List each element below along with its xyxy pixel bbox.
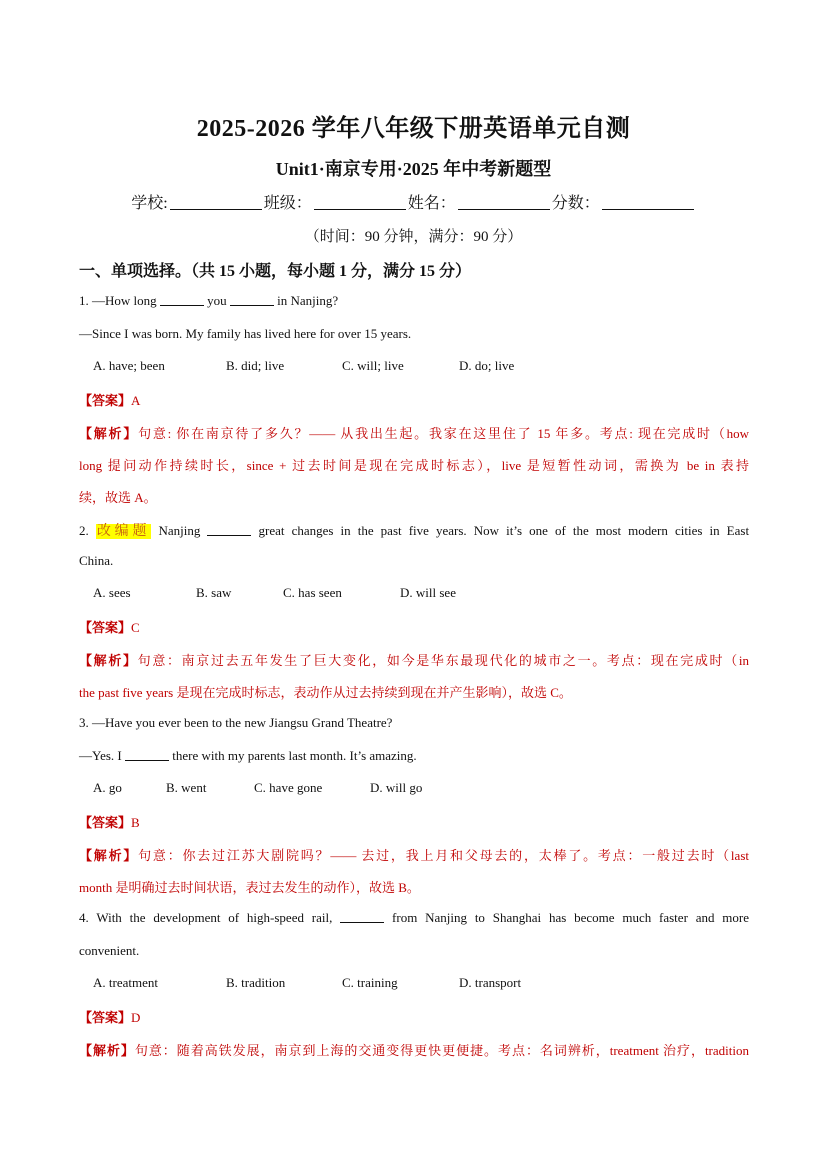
score-label: 分数： (551, 195, 600, 212)
option-b: B. saw (196, 585, 232, 600)
option-a: A. sees (93, 585, 131, 600)
question-3-line-2: —Yes. I there with my parents last month. It’s amazing. (79, 748, 417, 763)
option-b: B. did; live (226, 358, 285, 373)
question-4-options (93, 975, 521, 991)
option-c: C. training (342, 975, 398, 990)
option-b: B. went (166, 780, 207, 795)
question-2-explanation: 【解析】句意：南京过去五年发生了巨大变化，如今是华东最现代化的城市之一。考点：现在完成时（in (79, 653, 749, 668)
option-d: D. will go (370, 780, 423, 795)
question-3-explanation: 【解析】句意：你去过江苏大剧院吗？—— 去过，我上月和父母去的，太棒了。考点：一般过去时（last (79, 848, 749, 863)
option-d: D. do; live (459, 358, 515, 373)
school-label: 学校: (131, 195, 168, 212)
answer-blank (340, 910, 384, 923)
student-info-line (0, 190, 827, 213)
question-1-explanation: 【解析】句意: 你在南京待了多久？—— 从我出生起。我家在这里住了 15 年多。考点: 现在完成时（how (79, 426, 749, 441)
option-c: C. has seen (283, 585, 342, 600)
class-blank (314, 195, 406, 210)
option-d: D. will see (400, 585, 456, 600)
school-blank (170, 195, 262, 210)
answer-blank (160, 293, 204, 306)
option-b: B. tradition (226, 975, 286, 990)
question-4-answer: 【答案】D (79, 1010, 141, 1025)
question-1-answer: 【答案】A (79, 393, 141, 408)
option-a: A. go (93, 780, 122, 795)
option-c: C. will; live (342, 358, 404, 373)
option-d: D. transport (459, 975, 522, 990)
option-c: C. have gone (254, 780, 323, 795)
option-a: A. have; been (93, 358, 165, 373)
question-2-line-2: China. (79, 553, 114, 568)
question-1-explanation-3: 续，故选 A。 (79, 490, 157, 505)
name-label: 姓名： (407, 195, 456, 212)
answer-blank (125, 748, 169, 761)
section-title: 一、单项选择。（共 15 小题，每小题 1 分，满分 15 分） (79, 263, 472, 280)
question-2-explanation-2: the past five years 是现在完成时标志，表动作从过去持续到现在并产生影响），故选 C。 (79, 685, 572, 700)
page-title: 2025-2026 学年八年级下册英语单元自测 (196, 116, 631, 142)
question-4-line-1: 4. With the development of high-speed rail, from Nanjing to Shanghai has become much faster and more (79, 910, 750, 925)
class-label: 班级： (263, 195, 312, 212)
answer-blank (207, 523, 251, 536)
question-4-explanation: 【解析】句意：随着高铁发展，南京到上海的交通变得更快更便捷。考点：名词辨析，treatment 治疗，tradition (79, 1043, 749, 1058)
page-subtitle: Unit1·南京专用·2025 年中考新题型 (275, 159, 552, 179)
question-4-line-2: convenient. (79, 943, 140, 958)
question-3-explanation-2: month 是明确过去时间状语，表过去发生的动作），故选 B。 (79, 880, 420, 895)
question-1-line-2: —Since I was born. My family has lived here for over 15 years. (79, 326, 412, 341)
question-1-options (93, 358, 514, 374)
question-2-answer: 【答案】C (79, 620, 140, 635)
question-2-line-1: 2. 改编题 Nanjing great changes in the past five years. Now it’s one of the most modern cities in East (79, 523, 750, 539)
answer-blank (230, 293, 274, 306)
adapted-question-tag: 改编题 (96, 524, 151, 539)
name-blank (458, 195, 550, 210)
question-3-answer: 【答案】B (79, 815, 140, 830)
question-2-options (93, 585, 456, 601)
question-1-explanation-2: long 提问动作持续时长，since + 过去时间是现在完成时标志），live 是短暂性动词，需换为 be in 表持 (79, 458, 749, 473)
question-3-options (93, 780, 422, 796)
score-blank (602, 195, 694, 210)
question-1-line-1: 1. —How long you in Nanjing? (79, 293, 339, 308)
option-a: A. treatment (93, 975, 158, 990)
question-3-line-1: 3. —Have you ever been to the new Jiangsu Grand Theatre? (79, 715, 393, 730)
time-info: （时间：90 分钟，满分：90 分） (304, 229, 523, 245)
